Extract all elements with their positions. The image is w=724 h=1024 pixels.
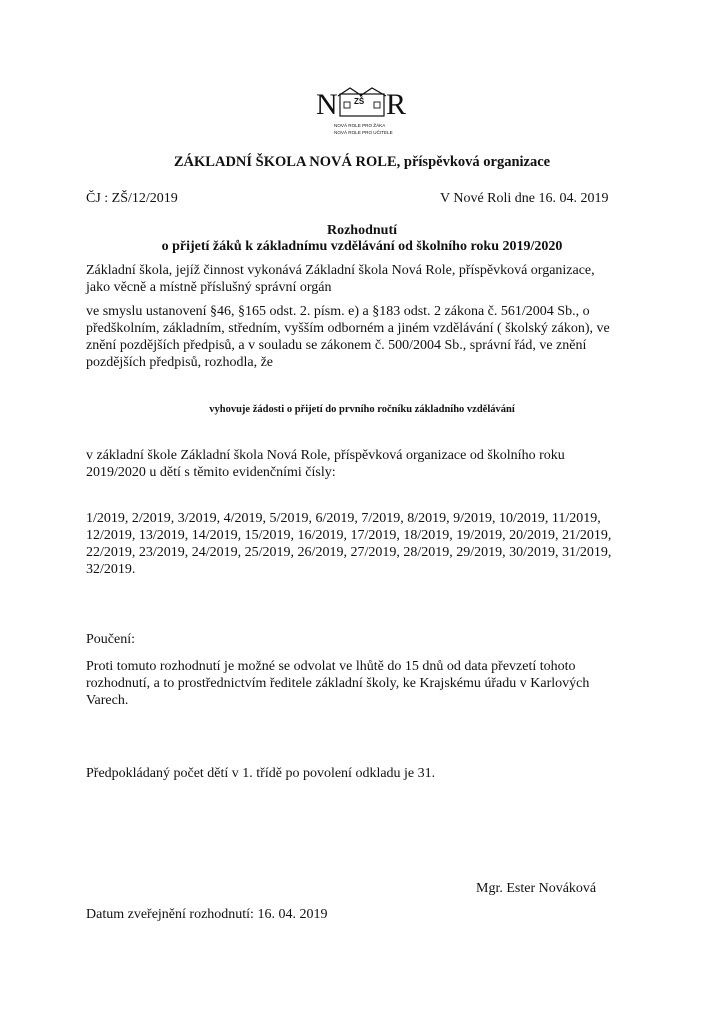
logo-motto-1: NOVÁ ROLE PRO ŽÁKA bbox=[334, 123, 386, 128]
expected-count: Předpokládaný počet dětí v 1. třídě po povolení odkladu je 31. bbox=[86, 766, 436, 781]
logo-graphic bbox=[314, 84, 414, 140]
logo-badge-text: ZŠ bbox=[354, 97, 365, 106]
instruction-paragraph bbox=[86, 658, 646, 709]
publication-date: Datum zveřejnění rozhodnutí: 16. 04. 2019 bbox=[86, 907, 328, 922]
school-paragraph bbox=[86, 447, 646, 481]
decision-subtitle: o přijetí žáků k základnímu vzdělávání od školního roku 2019/2020 bbox=[161, 239, 563, 254]
school-logo bbox=[314, 84, 414, 140]
intro-paragraph bbox=[86, 262, 646, 296]
numbers-line: 12/2019, 13/2019, 14/2019, 15/2019, 16/2019, 17/2019, 18/2019, 19/2019, 20/2019, 21/2019, bbox=[86, 528, 612, 543]
logo-letter-n: N bbox=[316, 88, 338, 121]
instruction-label: Poučení: bbox=[86, 632, 135, 647]
paragraph-line: Varech. bbox=[86, 693, 129, 708]
paragraph-line: v základní škole Základní škola Nová Role, příspěvková organizace od školního roku bbox=[86, 448, 565, 463]
decision-statement: vyhovuje žádosti o přijetí do prvního ročníku základního vzdělávání bbox=[209, 404, 515, 415]
numbers-line: 22/2019, 23/2019, 24/2019, 25/2019, 26/2019, 27/2019, 28/2019, 29/2019, 30/2019, 31/2019, bbox=[86, 545, 612, 560]
decision-title: Rozhodnutí bbox=[326, 223, 398, 238]
numbers-line: 1/2019, 2/2019, 3/2019, 4/2019, 5/2019, 6/2019, 7/2019, 8/2019, 9/2019, 10/2019, 11/2019, bbox=[86, 511, 601, 526]
signature-name: Mgr. Ester Nováková bbox=[476, 881, 597, 896]
paragraph-line: 2019/2020 u dětí s těmito evidenčními čísly: bbox=[86, 465, 336, 480]
logo-letter-r: R bbox=[386, 88, 407, 121]
school-name: ZÁKLADNÍ ŠKOLA NOVÁ ROLE, příspěvková organizace bbox=[173, 154, 551, 170]
paragraph-line: Proti tomuto rozhodnutí je možné se odvolat ve lhůtě do 15 dnů od data převzetí tohoto bbox=[86, 659, 576, 674]
numbers-line: 32/2019. bbox=[86, 562, 136, 577]
paragraph-line: znění pozdějších předpisů, a v souladu se zákonem č. 500/2004 Sb., správní řád, ve znění bbox=[86, 338, 587, 353]
paragraph-line: Základní škola, jejíž činnost vykonává Základní škola Nová Role, příspěvková organizace, bbox=[86, 263, 595, 278]
legal-basis-paragraph bbox=[86, 303, 646, 371]
logo-motto-2: NOVÁ ROLE PRO UČITELE bbox=[334, 130, 393, 135]
date-and-place: V Nové Roli dne 16. 04. 2019 bbox=[440, 191, 609, 206]
reference-number: ČJ : ZŠ/12/2019 bbox=[86, 191, 178, 206]
paragraph-line: rozhodnutí, a to prostřednictvím ředitele základní školy, ke Krajskému úřadu v Karlových bbox=[86, 676, 590, 691]
paragraph-line: ve smyslu ustanovení §46, §165 odst. 2. písm. e) a §183 odst. 2 zákona č. 561/2004 Sb., o bbox=[86, 304, 590, 319]
paragraph-line: jako věcně a místně příslušný správní orgán bbox=[86, 280, 332, 295]
registration-numbers bbox=[86, 510, 646, 578]
paragraph-line: pozdějších předpisů, rozhodla, že bbox=[86, 355, 273, 370]
paragraph-line: předškolním, základním, středním, vyšším odborném a jiném vzdělávání ( školský zákon), ve bbox=[86, 321, 610, 336]
